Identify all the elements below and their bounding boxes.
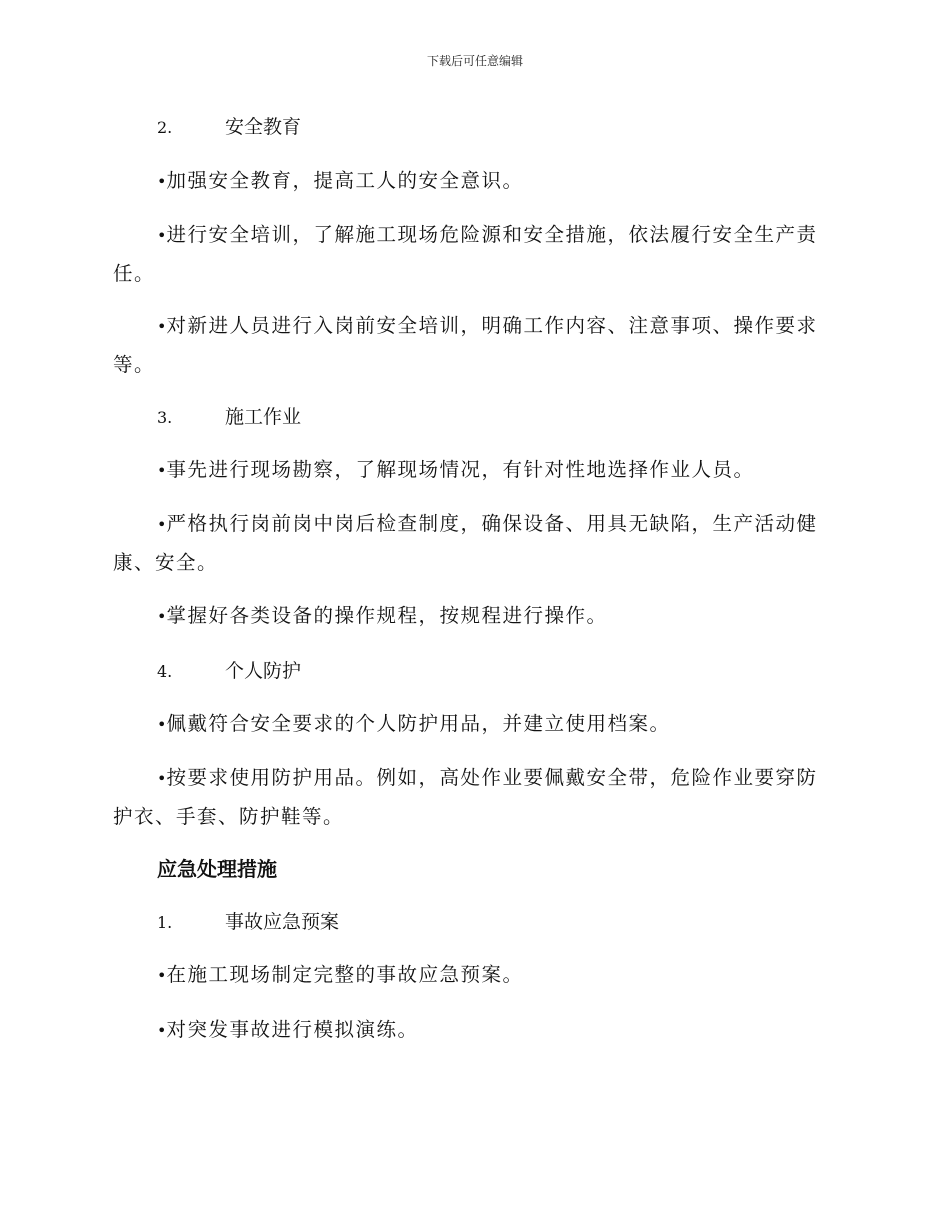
bullet-paragraph <box>113 705 823 744</box>
bullet-text: 对新进人员进行入岗前安全培训，明确工作内容、注意事项、操作要求等。 <box>113 314 818 376</box>
bullet-paragraph <box>113 451 823 490</box>
numbered-heading-emergency-plan <box>157 909 339 936</box>
bullet-text: 对突发事故进行模拟演练。 <box>166 1018 419 1041</box>
bullet-text: 加强安全教育，提高工人的安全意识。 <box>166 169 524 192</box>
item-number: 2. <box>157 118 173 137</box>
bullet-text: 事先进行现场勘察，了解现场情况，有针对性地选择作业人员。 <box>166 458 755 481</box>
item-title: 事故应急预案 <box>225 911 340 933</box>
bullet-marker: • <box>157 226 167 245</box>
bullet-paragraph <box>113 597 823 636</box>
bullet-text: 掌握好各类设备的操作规程，按规程进行操作。 <box>166 604 608 627</box>
bullet-paragraph <box>113 505 823 582</box>
bullet-paragraph <box>113 216 823 293</box>
section-heading-emergency: 应急处理措施 <box>157 857 277 881</box>
item-title: 个人防护 <box>225 660 302 682</box>
item-title: 施工作业 <box>225 406 302 428</box>
bullet-text: 佩戴符合安全要求的个人防护用品，并建立使用档案。 <box>166 712 671 735</box>
bullet-marker: • <box>157 172 167 191</box>
item-title: 安全教育 <box>225 116 302 138</box>
bullet-text: 按要求使用防护用品。例如，高处作业要佩戴安全带，危险作业要穿防护衣、手套、防护鞋等。 <box>113 766 818 828</box>
bullet-marker: • <box>157 317 167 336</box>
bullet-paragraph <box>113 162 823 201</box>
numbered-heading-safety-education <box>157 114 301 141</box>
bullet-marker: • <box>157 461 167 480</box>
numbered-heading-personal-protection <box>157 658 301 685</box>
item-number: 1. <box>157 913 173 932</box>
bullet-marker: • <box>157 1021 167 1040</box>
bullet-text: 进行安全培训，了解施工现场危险源和安全措施，依法履行安全生产责任。 <box>113 223 818 285</box>
bullet-paragraph <box>113 307 823 384</box>
item-number: 4. <box>157 662 173 681</box>
bullet-text: 在施工现场制定完整的事故应急预案。 <box>166 963 524 986</box>
bullet-marker: • <box>157 769 167 788</box>
bullet-text: 严格执行岗前岗中岗后检查制度，确保设备、用具无缺陷，生产活动健康、安全。 <box>113 512 818 574</box>
bullet-paragraph <box>113 1011 823 1050</box>
bullet-marker: • <box>157 715 167 734</box>
bullet-marker: • <box>157 515 167 534</box>
bullet-paragraph <box>113 956 823 995</box>
bullet-marker: • <box>157 607 167 626</box>
item-number: 3. <box>157 408 173 427</box>
page-header: 下载后可任意编辑 <box>426 54 523 68</box>
numbered-heading-construction-work <box>157 404 301 431</box>
bullet-marker: • <box>157 966 167 985</box>
bullet-paragraph <box>113 759 823 836</box>
